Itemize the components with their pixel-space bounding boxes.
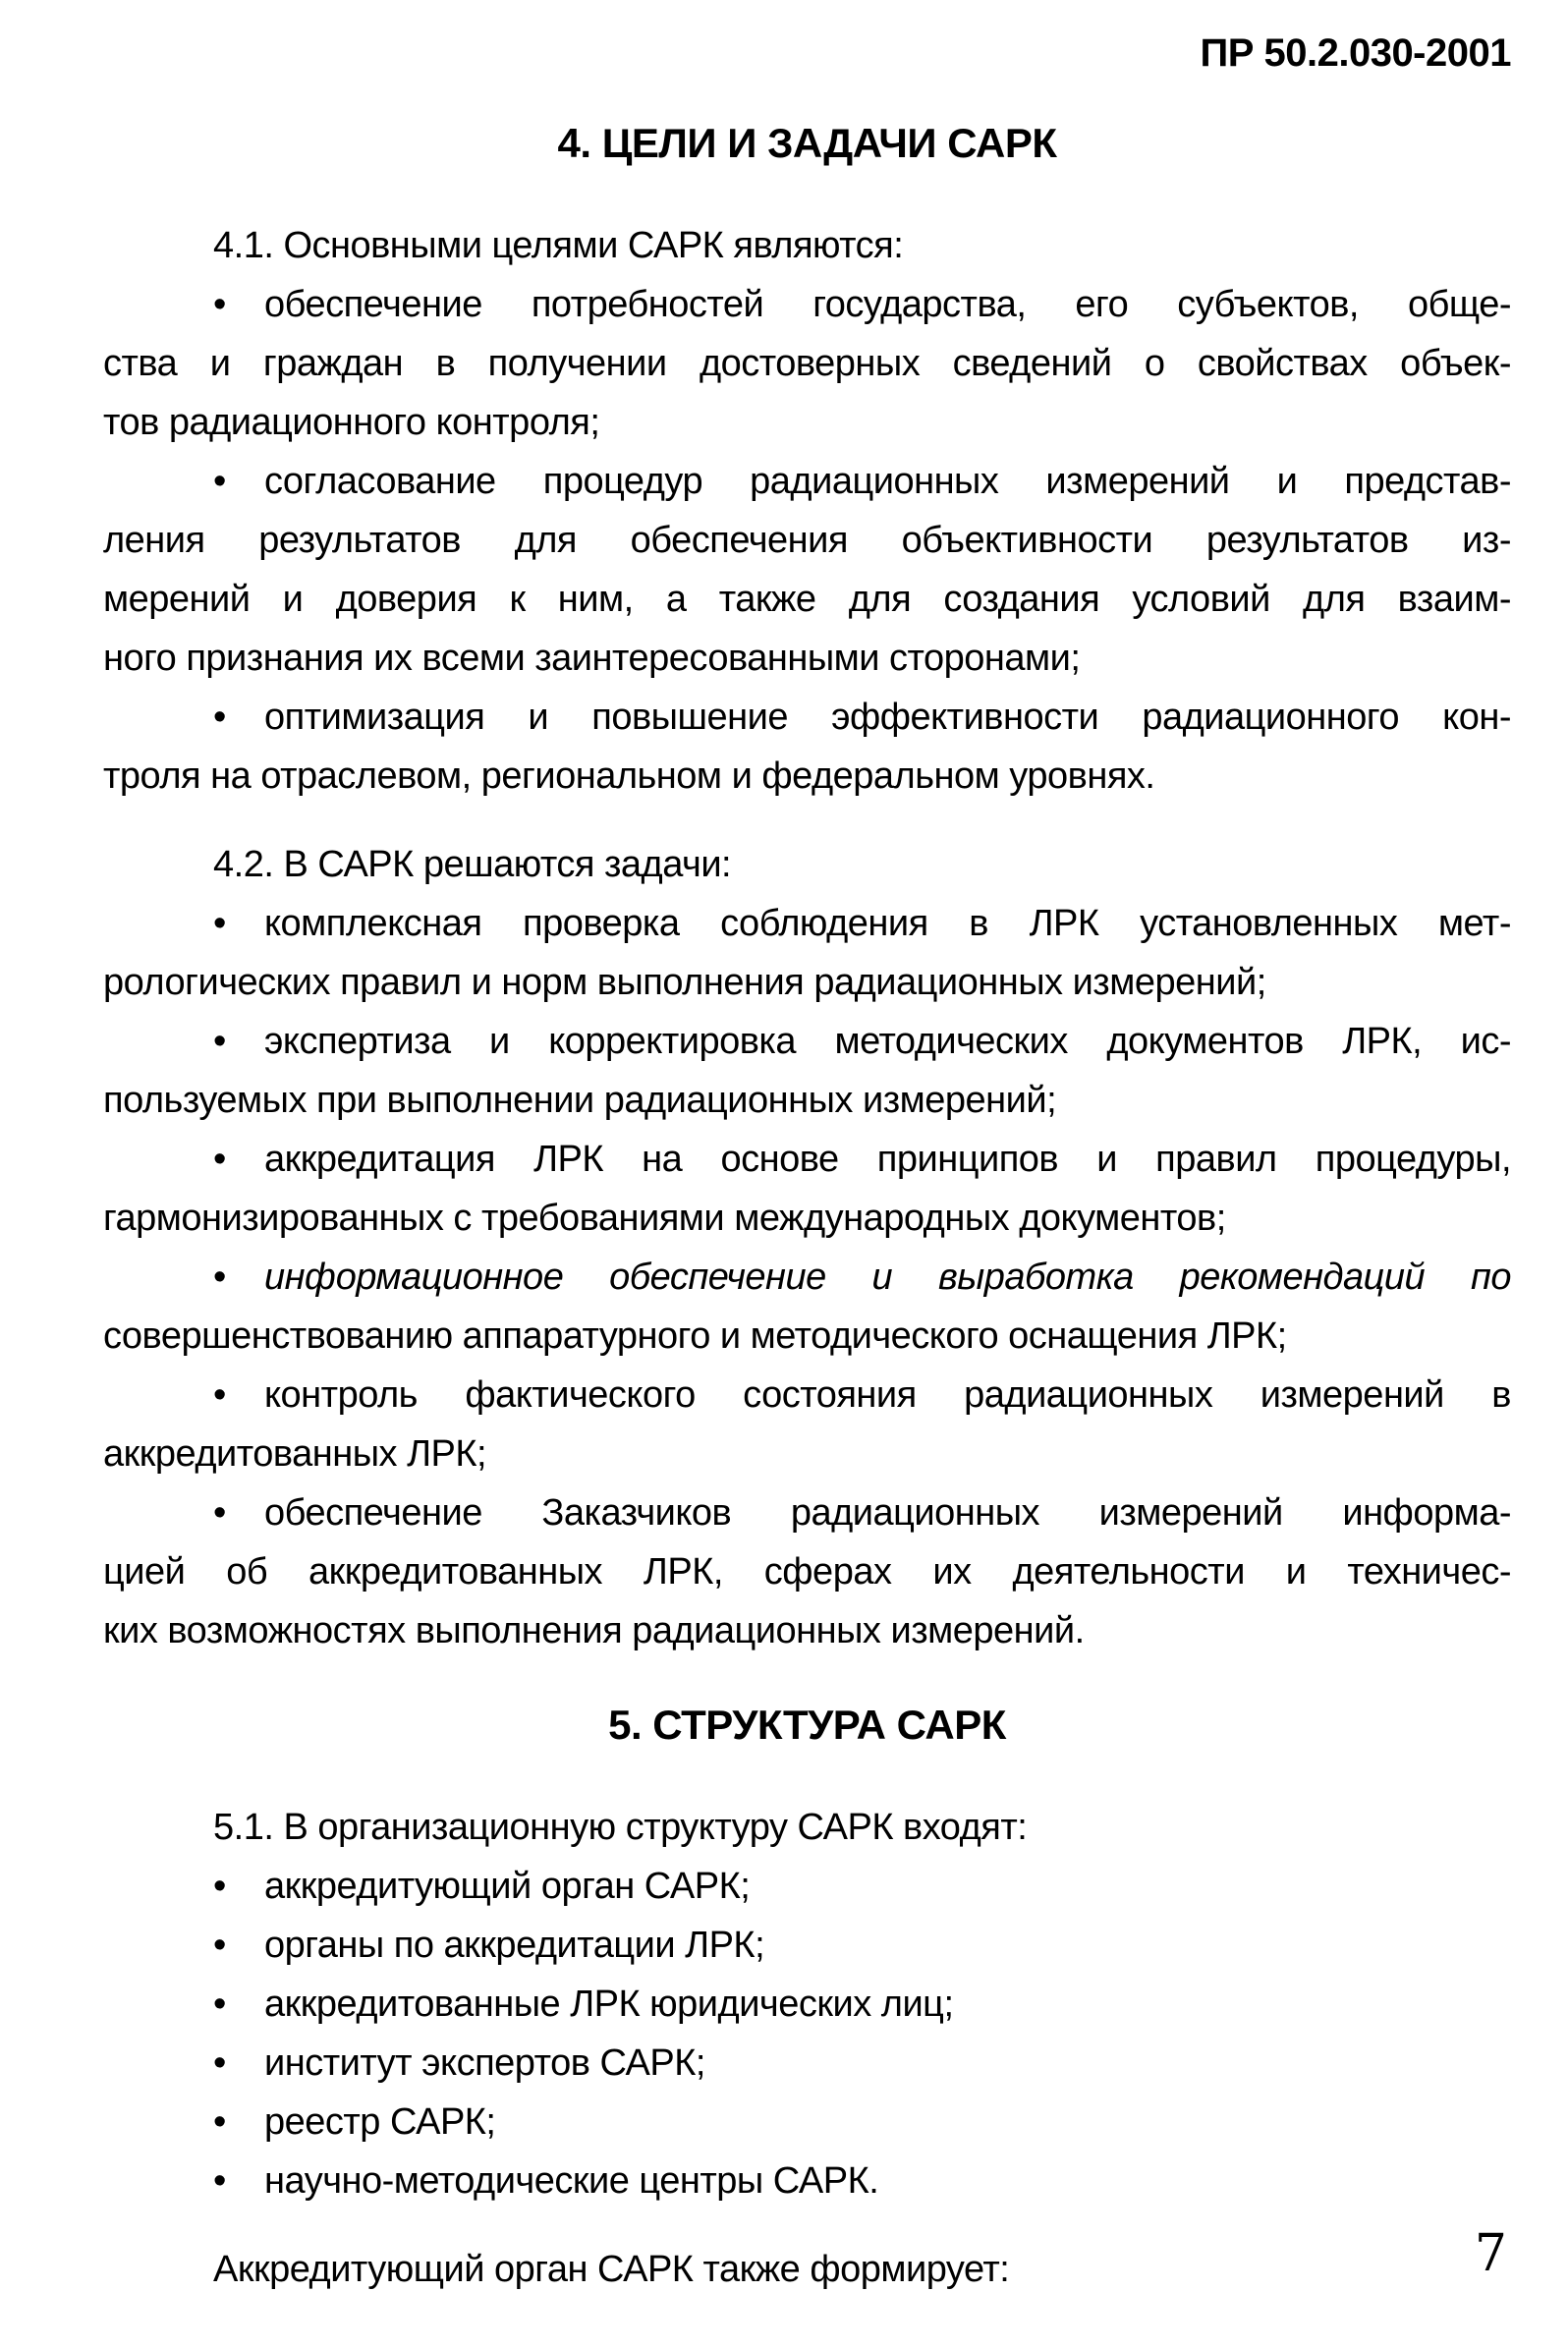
paragraph-line: 4.1. Основными целями САРК являются: bbox=[213, 225, 904, 266]
list-item-first-line bbox=[103, 1857, 1511, 1916]
list-item-first-line bbox=[103, 1012, 1511, 1071]
paragraph-line: Аккредитующий орган САРК также формирует: bbox=[213, 2249, 1010, 2290]
list-item-text: обеспечение Заказчиков радиационных измерений информа- bbox=[264, 1492, 1511, 1534]
list-item-text: аккредитованные ЛРК юридических лиц; bbox=[264, 1984, 954, 2025]
list-item-first-line bbox=[103, 2152, 1511, 2210]
list-item bbox=[103, 2034, 1511, 2093]
list-item-text: институт экспертов САРК; bbox=[264, 2042, 705, 2084]
list-item-text: информационное обеспечение и выработка рекомендаций по bbox=[264, 1257, 1511, 1298]
list-item-line: рологических правил и норм выполнения радиационных измерений; bbox=[103, 962, 1266, 1003]
bullet-marker: • bbox=[213, 1021, 226, 1062]
list-item-line: совершенствованию аппаратурного и методического оснащения ЛРК; bbox=[103, 1315, 1287, 1357]
bullet-marker: • bbox=[213, 1984, 226, 2025]
list-item bbox=[103, 2093, 1511, 2152]
list-item-first-line bbox=[103, 1248, 1511, 1307]
list-item bbox=[103, 894, 1511, 1012]
list-item bbox=[103, 452, 1511, 688]
list-item-text: обеспечение потребностей государства, его субъектов, обще- bbox=[264, 284, 1511, 325]
bullet-marker: • bbox=[213, 903, 226, 944]
list-item-text: согласование процедур радиационных измерений и представ- bbox=[264, 461, 1511, 502]
list-item-text: комплексная проверка соблюдения в ЛРК установленных мет- bbox=[264, 903, 1511, 944]
paragraph bbox=[103, 835, 1511, 894]
bullet-marker: • bbox=[213, 1139, 226, 1180]
list-item bbox=[103, 1857, 1511, 1916]
doc-reference: ПР 50.2.030-2001 bbox=[1200, 31, 1511, 75]
paragraph-line: 4.2. В САРК решаются задачи: bbox=[213, 844, 732, 885]
list-item bbox=[103, 1130, 1511, 1248]
list-item bbox=[103, 275, 1511, 452]
list-item bbox=[103, 2152, 1511, 2210]
list-item-line: цией об аккредитованных ЛРК, сферах их деятельности и техничес- bbox=[103, 1551, 1511, 1593]
paragraph bbox=[103, 1798, 1511, 1857]
page-number: 7 bbox=[1474, 2224, 1507, 2283]
list-item bbox=[103, 688, 1511, 806]
list-item-line: тов радиационного контроля; bbox=[103, 402, 600, 443]
list-item bbox=[103, 1248, 1511, 1366]
list-item-text: контроль фактического состояния радиационных измерений в bbox=[264, 1374, 1511, 1416]
list-item-text: аккредитующий орган САРК; bbox=[264, 1866, 751, 1907]
list-item-first-line bbox=[103, 1130, 1511, 1189]
list-item-line: ления результатов для обеспечения объективности результатов из- bbox=[103, 520, 1511, 561]
bullet-marker: • bbox=[213, 2101, 226, 2143]
list-item-first-line bbox=[103, 1975, 1511, 2034]
list-item-first-line bbox=[103, 894, 1511, 953]
bullet-marker: • bbox=[213, 1492, 226, 1534]
section-heading: 4. ЦЕЛИ И ЗАДАЧИ САРК bbox=[557, 120, 1057, 166]
bullet-marker: • bbox=[213, 1257, 226, 1298]
list-item bbox=[103, 1483, 1511, 1660]
paragraph-line: 5.1. В организационную структуру САРК входят: bbox=[213, 1807, 1028, 1848]
bullet-marker: • bbox=[213, 284, 226, 325]
section-heading: 5. СТРУКТУРА САРК bbox=[608, 1702, 1006, 1748]
list-item-line: ких возможностях выполнения радиационных измерений. bbox=[103, 1610, 1085, 1651]
list-item-text: научно-методические центры САРК. bbox=[264, 2160, 879, 2202]
list-item-line: пользуемых при выполнении радиационных измерений; bbox=[103, 1080, 1057, 1121]
list-item-first-line bbox=[103, 1483, 1511, 1542]
bullet-marker: • bbox=[213, 461, 226, 502]
paragraph bbox=[103, 2240, 1511, 2299]
list-item-text: экспертиза и корректировка методических документов ЛРК, ис- bbox=[264, 1021, 1511, 1062]
bullet-marker: • bbox=[213, 2042, 226, 2084]
list-item-first-line bbox=[103, 1916, 1511, 1975]
list-item-line: аккредитованных ЛРК; bbox=[103, 1433, 487, 1475]
list-item-text: аккредитация ЛРК на основе принципов и правил процедуры, bbox=[264, 1139, 1511, 1180]
list-item-line: гармонизированных с требованиями международных документов; bbox=[103, 1198, 1226, 1239]
bullet-marker: • bbox=[213, 1925, 226, 1966]
list-item-first-line bbox=[103, 688, 1511, 747]
list-item bbox=[103, 1975, 1511, 2034]
list-item bbox=[103, 1012, 1511, 1130]
list-item-line: мерений и доверия к ним, а также для создания условий для взаим- bbox=[103, 579, 1511, 620]
list-item-first-line bbox=[103, 2093, 1511, 2152]
list-item-line: ного признания их всеми заинтересованными сторонами; bbox=[103, 638, 1081, 679]
bullet-marker: • bbox=[213, 1866, 226, 1907]
list-item bbox=[103, 1916, 1511, 1975]
list-item-first-line bbox=[103, 2034, 1511, 2093]
list-item-text: реестр САРК; bbox=[264, 2101, 496, 2143]
paragraph bbox=[103, 216, 1511, 275]
list-item-first-line bbox=[103, 275, 1511, 334]
list-item bbox=[103, 1366, 1511, 1483]
bullet-marker: • bbox=[213, 2160, 226, 2202]
list-item-line: ства и граждан в получении достоверных сведений о свойствах объек- bbox=[103, 343, 1511, 384]
list-item-text: оптимизация и повышение эффективности радиационного кон- bbox=[264, 697, 1511, 738]
list-item-first-line bbox=[103, 1366, 1511, 1425]
bullet-marker: • bbox=[213, 1374, 226, 1416]
bullet-marker: • bbox=[213, 697, 226, 738]
list-item-text: органы по аккредитации ЛРК; bbox=[264, 1925, 765, 1966]
list-item-line: троля на отраслевом, региональном и федеральном уровнях. bbox=[103, 755, 1155, 797]
list-item-first-line bbox=[103, 452, 1511, 511]
